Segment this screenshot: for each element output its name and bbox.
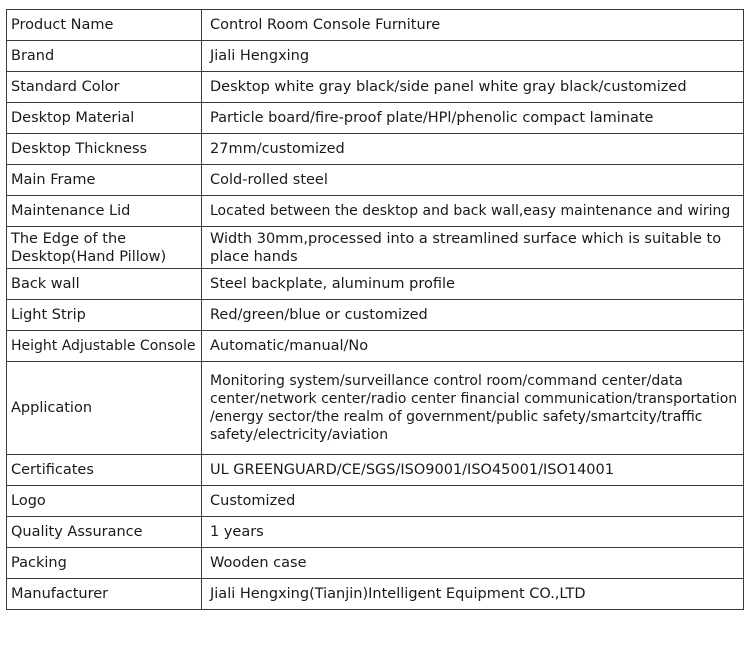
spec-row-desktop-material <box>7 103 744 134</box>
spec-label: Brand <box>7 41 202 72</box>
spec-label: Packing <box>7 548 202 579</box>
spec-row-standard-color <box>7 72 744 103</box>
spec-value: Cold-rolled steel <box>202 165 744 196</box>
spec-row-height-adjustable <box>7 331 744 362</box>
spec-row-packing <box>7 548 744 579</box>
spec-value: Wooden case <box>202 548 744 579</box>
spec-row-maintenance-lid <box>7 196 744 227</box>
spec-value: Automatic/manual/No <box>202 331 744 362</box>
spec-row-main-frame <box>7 165 744 196</box>
spec-value: Located between the desktop and back wall,easy maintenance and wiring <box>202 196 744 227</box>
spec-label: Certificates <box>7 455 202 486</box>
spec-value: Jiali Hengxing <box>202 41 744 72</box>
spec-value: 1 years <box>202 517 744 548</box>
product-spec-table <box>6 9 744 610</box>
spec-label: Standard Color <box>7 72 202 103</box>
spec-label: Light Strip <box>7 300 202 331</box>
spec-value: Jiali Hengxing(Tianjin)Intelligent Equipment CO.,LTD <box>202 579 744 610</box>
spec-row-desktop-edge <box>7 227 744 269</box>
spec-row-certificates <box>7 455 744 486</box>
spec-label: Product Name <box>7 10 202 41</box>
spec-value: Steel backplate, aluminum profile <box>202 269 744 300</box>
spec-row-light-strip <box>7 300 744 331</box>
spec-label: Back wall <box>7 269 202 300</box>
spec-label: Desktop Material <box>7 103 202 134</box>
spec-row-logo <box>7 486 744 517</box>
spec-label: Height Adjustable Console <box>7 331 202 362</box>
spec-table-body <box>7 10 744 610</box>
spec-value: UL GREENGUARD/CE/SGS/ISO9001/ISO45001/ISO14001 <box>202 455 744 486</box>
spec-label: Maintenance Lid <box>7 196 202 227</box>
spec-label: The Edge of the Desktop(Hand Pillow) <box>7 227 202 269</box>
spec-row-desktop-thickness <box>7 134 744 165</box>
spec-value: Width 30mm,processed into a streamlined surface which is suitable to place hands <box>202 227 744 269</box>
spec-value: Monitoring system/surveillance control room/command center/data center/network center/radio center financial communication/transportation /energy sector/the realm of government/public safety/smartcity/traffic safety/electricity/aviation <box>202 362 744 455</box>
spec-value: Particle board/fire-proof plate/HPl/phenolic compact laminate <box>202 103 744 134</box>
spec-row-product-name <box>7 10 744 41</box>
spec-label: Manufacturer <box>7 579 202 610</box>
spec-row-back-wall <box>7 269 744 300</box>
spec-label: Application <box>7 362 202 455</box>
spec-label: Quality Assurance <box>7 517 202 548</box>
spec-value: Red/green/blue or customized <box>202 300 744 331</box>
spec-value: Desktop white gray black/side panel white gray black/customized <box>202 72 744 103</box>
spec-row-quality-assurance <box>7 517 744 548</box>
spec-label: Desktop Thickness <box>7 134 202 165</box>
spec-row-brand <box>7 41 744 72</box>
spec-row-application <box>7 362 744 455</box>
spec-label: Logo <box>7 486 202 517</box>
spec-label: Main Frame <box>7 165 202 196</box>
spec-value: Customized <box>202 486 744 517</box>
spec-row-manufacturer <box>7 579 744 610</box>
spec-value: 27mm/customized <box>202 134 744 165</box>
spec-value: Control Room Console Furniture <box>202 10 744 41</box>
